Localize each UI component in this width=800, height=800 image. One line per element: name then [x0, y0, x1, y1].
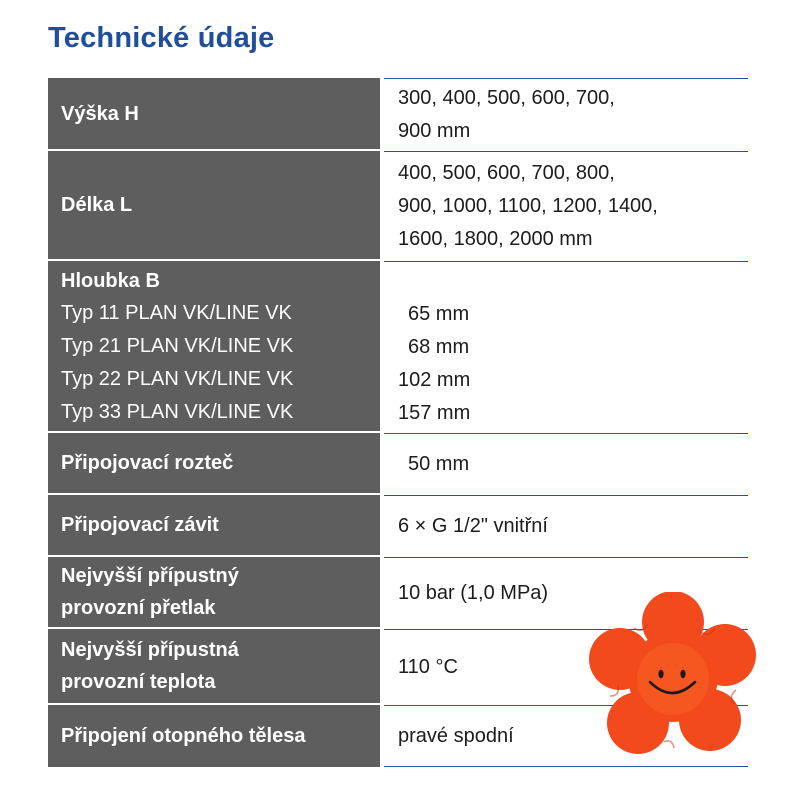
table-row-connection-thread — [48, 495, 748, 557]
row-label-text: Připojení otopného tělesa — [61, 725, 306, 747]
row-sublabel: Typ 21 PLAN VK/LINE VK — [61, 335, 294, 357]
row-label-text: provozní přetlak — [61, 597, 216, 619]
flower-center — [637, 643, 709, 715]
row-label — [48, 261, 380, 433]
value-line: 300, 400, 500, 600, 700, — [398, 87, 615, 109]
row-label-text: Délka L — [61, 194, 133, 216]
row-label — [48, 78, 380, 151]
value-line: 6 × G 1/2" vnitřní — [398, 515, 548, 537]
value-line: 110 °C — [398, 656, 458, 678]
row-value — [384, 151, 748, 261]
value-line: pravé spodní — [398, 724, 514, 747]
value-line: 102 mm — [398, 369, 471, 391]
row-label — [48, 433, 380, 495]
value-line: 400, 500, 600, 700, 800, — [398, 162, 615, 184]
table-row-length — [48, 151, 748, 261]
row-value — [384, 261, 748, 433]
row-value — [384, 433, 748, 495]
row-label-text: Nejvyšší přípustná — [61, 639, 239, 661]
row-label — [48, 629, 380, 705]
row-label — [48, 495, 380, 557]
row-value — [384, 78, 748, 151]
table-row-height — [48, 78, 748, 151]
value-line: 50 mm — [408, 453, 470, 475]
row-label-text: Nejvyšší přípustný — [61, 565, 239, 587]
row-label-text: Připojovací rozteč — [61, 452, 234, 474]
table-row-connection-spacing — [48, 433, 748, 495]
row-label-text: Výška H — [61, 102, 139, 125]
table-row-depth — [48, 261, 748, 433]
value-line: 10 bar (1,0 MPa) — [398, 582, 549, 604]
row-label-text: Hloubka B — [61, 270, 160, 292]
value-line: 1600, 1800, 2000 mm — [398, 228, 593, 250]
row-label-text: Připojovací závit — [61, 514, 219, 536]
row-label — [48, 557, 380, 629]
value-line: 900, 1000, 1100, 1200, 1400, — [398, 195, 658, 217]
value-line: 900 mm — [398, 120, 471, 142]
row-label — [48, 151, 380, 261]
row-sublabel: Typ 22 PLAN VK/LINE VK — [61, 368, 294, 390]
row-sublabel: Typ 11 PLAN VK/LINE VK — [61, 302, 292, 324]
row-sublabel: Typ 33 PLAN VK/LINE VK — [61, 401, 294, 423]
row-label — [48, 705, 380, 767]
row-value — [384, 495, 748, 557]
value-line: 65 mm — [408, 303, 470, 325]
page-title: Technické údaje — [48, 22, 275, 54]
row-label-text: provozní teplota — [61, 671, 216, 693]
value-line: 157 mm — [398, 402, 471, 424]
smiley-flower-icon — [588, 592, 758, 762]
value-line: 68 mm — [408, 336, 470, 358]
